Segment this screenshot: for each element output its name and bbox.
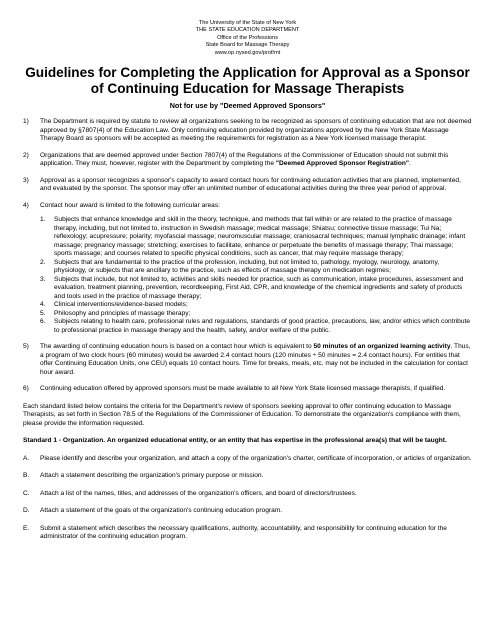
standards-intro: Each standard listed below contains the criteria for the Department's review of sponsors seeking approval to offer continuing education to Massage Therapists, as set forth in Section 78.5 of the Regulations of the Commissioner of Education. To demonstrate the organization's compliance with them, please provide the information requested.	[23, 402, 461, 427]
list-item-text: Philosophy and principles of massage therapy;	[54, 309, 191, 317]
requirement-text: Submit a statement which describes the necessary qualifications, authority, accountability, and responsibility for continuing education for the administrator of the continuing education program.	[40, 524, 447, 541]
document-title: Guidelines for Completing the Application for Approval as a Sponsor of Continuing Education for Massage Therapists	[25, 65, 470, 97]
list-item	[40, 276, 472, 302]
list-item	[40, 301, 472, 310]
requirement-letter: A.	[23, 454, 30, 462]
numbered-paragraph	[23, 152, 472, 169]
list-item-number: 4.	[40, 301, 46, 309]
letterhead	[23, 20, 472, 57]
curricular-list	[40, 216, 472, 335]
list-item-number: 2.	[40, 258, 46, 266]
list-item	[40, 216, 472, 259]
requirement-item	[23, 525, 472, 542]
paragraph-text-part: . Thus, a program of two clock hours (60 minutes) would be awarded 2.4 contact hours (120 minutes ÷ 50 minutes = 2.4 contact hours). For entities that offer Continuing Education Units, one CEU) equals 10 contact hours. Time for breaks, meals, etc. may not be included in the calculation for contact hour award.	[40, 343, 471, 376]
requirement-text: Attach a statement of the goals of the organization's continuing education program.	[40, 507, 283, 515]
paragraph-number: 2)	[23, 151, 29, 159]
paragraph-text: The Department is required by statute to review all organizations seeking to be recognized as sponsors of continuing education that are not deemed approved by §7807(4) of the Education Law. Only continuing education provided by organizations approved by the New York State Massage Therapy Board as sponsors will be accepted as meeting the requirements for registration as a New York licensed massage therapist.	[40, 118, 472, 143]
requirement-item	[23, 507, 472, 516]
paragraph-text-part: .	[409, 160, 411, 168]
letterhead-line: Office of the Professions	[217, 34, 278, 41]
paragraph-text	[40, 202, 472, 336]
paragraph-bold-part: 50 minutes of an organized learning activity	[313, 343, 451, 351]
letterhead-line: The University of the State of New York	[198, 20, 297, 26]
numbered-paragraph	[23, 385, 472, 394]
list-item-text: Subjects relating to health care, professional rules and regulations, standards of good practice, precautions, law, and/or ethics which contribute to professional practice in massage therapy and the health, safety, and/or welfare of the public.	[54, 318, 471, 334]
paragraph-number: 4)	[23, 201, 29, 209]
standard-heading	[23, 437, 472, 446]
paragraph-number: 3)	[23, 176, 29, 184]
paragraph-text: Continuing education offered by approved sponsors must be made available to all New York State licensed massage therapists, if qualified.	[40, 385, 446, 393]
requirement-item	[23, 455, 472, 464]
list-item-text: Clinical interventions/evidence-based models;	[54, 301, 188, 309]
requirement-letter: E.	[23, 524, 30, 532]
list-item-text: Subjects that enhance knowledge and skill in the theory, technique, and methods that fall within or are related to the practice of massage therapy, including, but not limited to, instruction in Swedish massage; medical massage; Shiatsu; connective tissue massage; Tui Na; reflexology; acupressure; polarity; myofascial massage; neuromuscular massage; craniosacral techniques; manual lymphatic drainage; infant massage; pregnancy massage; stretching; exercises to facilitate, enhance or perpetuate the benefits of massage therapy; Thai massage; sports massage; and courses related to specific physical conditions, such as cancer, that may require massage therapy;	[54, 216, 466, 258]
list-item-text: Subjects that are fundamental to the practice of the profession, including, but not limited to, pathology, myology, neurology, anatomy, physiology, or subjects that are ancillary to the practice, such as effects of massage therapy on medication regimes;	[54, 258, 440, 275]
paragraph-number: 1)	[23, 118, 29, 126]
list-item-number: 6.	[40, 318, 46, 326]
paragraph-text	[40, 152, 472, 169]
requirement-item	[23, 490, 472, 499]
list-item-text: Subjects that include, but not limited to, activities and skills needed for practice, such as communication, intake procedures, assessment and evaluation, treatment planning, prevention, recordkeeping, First Aid, CPR, and knowledge of the chemical ingredients and safety of products and tools used in the practice of massage therapy;	[54, 275, 464, 300]
requirement-letter: D.	[23, 507, 30, 515]
paragraph-text-part: The awarding of continuing education hours is based on a contact hour which is equivalent to	[40, 343, 314, 351]
letterhead-line: State Board for Massage Therapy	[205, 42, 290, 49]
paragraph-number: 6)	[23, 385, 29, 393]
paragraph-lead: Contact hour award is limited to the following curricular areas:	[40, 201, 220, 209]
numbered-paragraph	[23, 343, 472, 377]
letterhead-url: www.op.nysed.gov/prof/mt	[214, 49, 281, 56]
requirement-item	[23, 472, 472, 481]
list-item-number: 1.	[40, 216, 46, 224]
requirement-letter: C.	[23, 489, 30, 497]
letterhead-line: THE STATE EDUCATION DEPARTMENT	[195, 27, 300, 34]
numbered-paragraph	[23, 202, 472, 336]
list-item	[40, 259, 472, 276]
standard-lead: Standard 1 - Organization.	[23, 437, 107, 445]
list-item	[40, 318, 472, 335]
requirement-text: Attach a statement describing the organization's primary purpose or mission.	[40, 472, 264, 480]
paragraph-text: Approval as a sponsor recognizes a sponsor's capacity to award contact hours for continuing education activities that are planned, implemented, and evaluated by the sponsor. The sponsor may offer an unlimited number of educational activities during the three year period of approval.	[40, 176, 461, 193]
requirement-text: Attach a list of the names, titles, and addresses of the organization's officers, and board of directors/trustees.	[40, 489, 357, 497]
list-item	[40, 310, 472, 319]
requirement-letter: B.	[23, 472, 30, 480]
paragraph-number: 5)	[23, 343, 29, 351]
list-item-number: 5.	[40, 309, 46, 317]
numbered-paragraph	[23, 177, 472, 194]
list-item-number: 3.	[40, 275, 46, 283]
requirement-text: Please identify and describe your organization, and attach a copy of the organization's charter, certificate of incorporation, or articles of organization.	[40, 454, 472, 462]
paragraph-bold-part: "Deemed Approved Sponsor Registration"	[275, 160, 410, 168]
numbered-paragraph	[23, 118, 472, 144]
standard-text: An organized educational entity, or an entity that has expertise in the professional area(s) that will be taught.	[106, 437, 447, 445]
paragraph-text	[40, 343, 472, 377]
paragraph-text-part: Organizations that are deemed approved under Section 7807(4) of the Regulations of the Commissioner of Education should not submit this application. They must, however, register with the Department by completing the	[40, 151, 449, 168]
document-subtitle: Not for use by "Deemed Approved Sponsors"	[169, 101, 326, 111]
